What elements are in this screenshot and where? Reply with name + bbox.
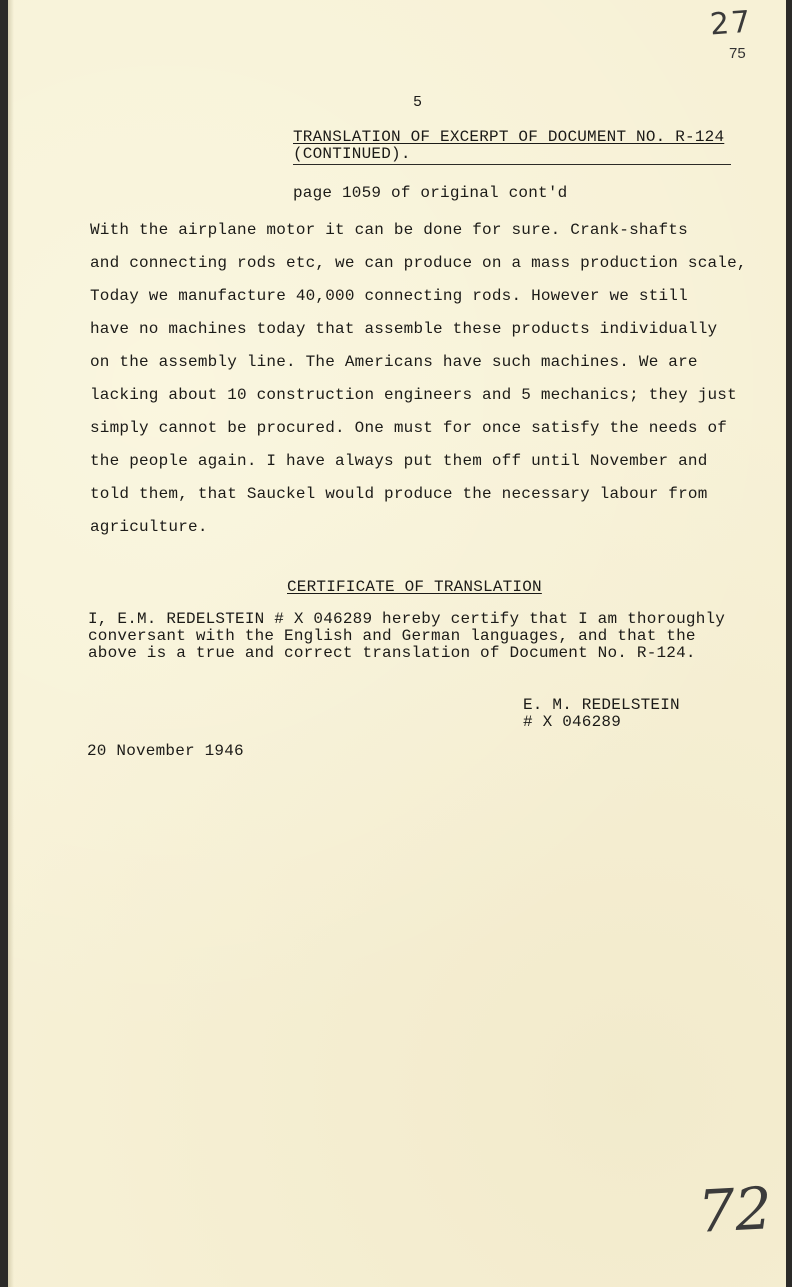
heading-line-2: (CONTINUED). <box>293 145 411 163</box>
body-line: With the airplane motor it can be done for sure. Crank-shafts <box>90 221 688 239</box>
body-line: Today we manufacture 40,000 connecting rods. However we still <box>90 287 688 305</box>
certificate-line: above is a true and correct translation of Document No. R-124. <box>88 644 696 662</box>
page-edge-shadow <box>8 0 14 1287</box>
body-line: simply cannot be procured. One must for once satisfy the needs of <box>90 419 728 437</box>
certificate-date: 20 November 1946 <box>87 742 244 760</box>
heading-rule <box>293 164 731 165</box>
body-line: told them, that Sauckel would produce the necessary labour from <box>90 485 708 503</box>
page-number: 5 <box>413 94 423 111</box>
signature-number: # X 046289 <box>523 713 622 731</box>
document-page <box>8 0 786 1287</box>
page-reference: page 1059 of original cont'd <box>293 184 568 202</box>
signature-block <box>523 697 680 731</box>
document-heading <box>293 129 724 163</box>
certificate-line: conversant with the English and German languages, and that the <box>88 627 696 645</box>
body-line: have no machines today that assemble these products individually <box>90 320 718 338</box>
body-line: on the assembly line. The Americans have such machines. We are <box>90 353 698 371</box>
body-line: the people again. I have always put them off until November and <box>90 452 708 470</box>
heading-line-1: TRANSLATION OF EXCERPT OF DOCUMENT NO. R-124 <box>293 128 725 146</box>
body-line: lacking about 10 construction engineers and 5 mechanics; they just <box>90 386 737 404</box>
stamped-page-number: 75 <box>729 45 746 62</box>
certificate-line: I, E.M. REDELSTEIN # X 046289 hereby certify that I am thoroughly <box>88 610 726 628</box>
certificate-body <box>88 611 768 662</box>
handwritten-page-number: 72 <box>696 1174 774 1246</box>
certificate-title: CERTIFICATE OF TRANSLATION <box>287 578 542 596</box>
signature-name: E. M. REDELSTEIN <box>523 696 680 714</box>
handwritten-folio-number: 27 <box>708 4 754 43</box>
body-line: and connecting rods etc, we can produce on a mass production scale, <box>90 254 747 272</box>
body-line: agriculture. <box>90 518 208 536</box>
translation-body <box>90 214 770 544</box>
